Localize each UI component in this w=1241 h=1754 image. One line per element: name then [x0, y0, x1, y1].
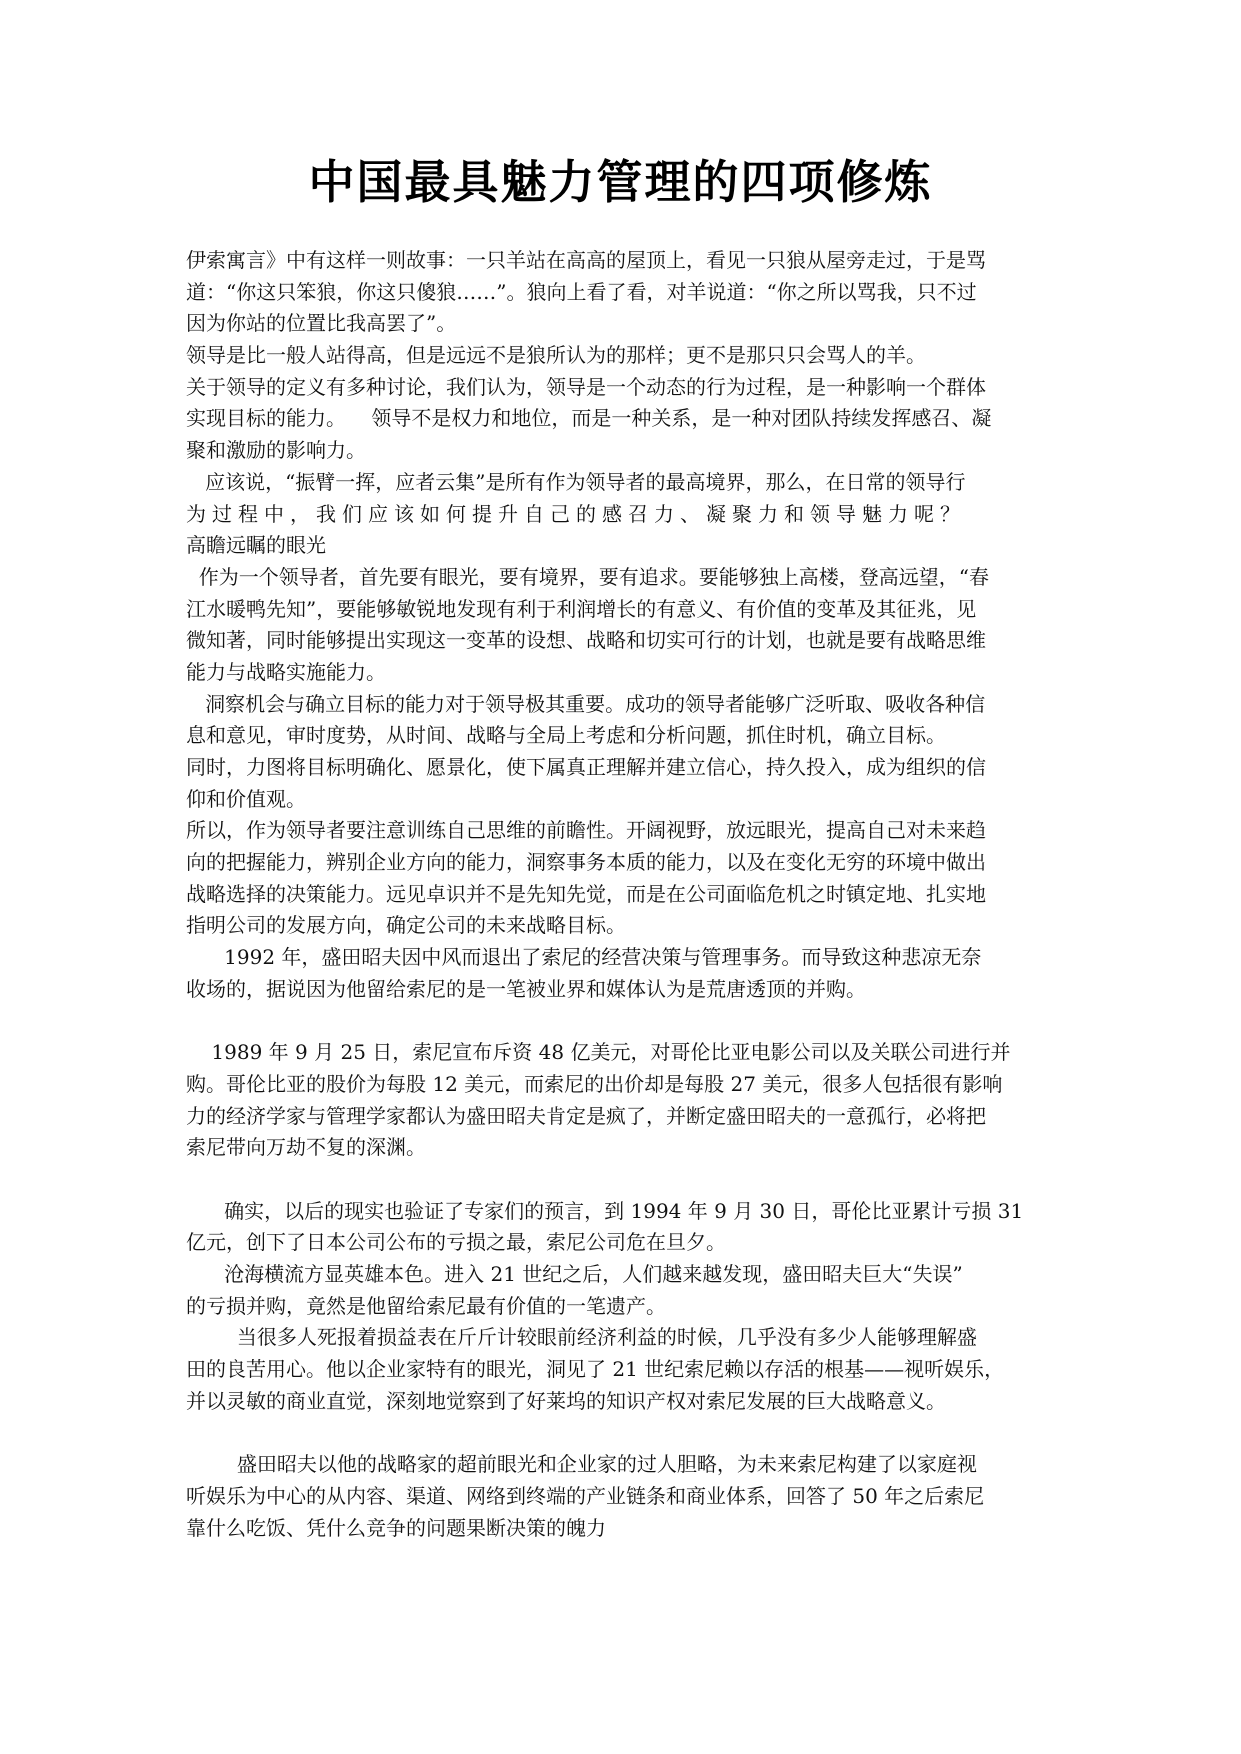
- text-line: 所以，作为领导者要注意训练自己思维的前瞻性。开阔视野，放远眼光，提高自己对未来趋: [186, 818, 986, 843]
- text-line: 因为你站的位置比我高罢了”。: [186, 311, 457, 336]
- section-heading: 高瞻远瞩的眼光: [186, 533, 326, 558]
- text-line: 索尼带向万劫不复的深渊。: [186, 1135, 426, 1160]
- page-title: 中国最具魅力管理的四项修炼: [308, 155, 933, 209]
- paragraph-vision: [186, 562, 1056, 689]
- text-line: 亿元，创下了日本公司公布的亏损之最，索尼公司危在旦夕。: [186, 1230, 726, 1255]
- text-line: 同时，力图将目标明确化、愿景化，使下属真正理解并建立信心，持久投入，成为组织的信: [186, 755, 986, 779]
- text-line: 息和意见，审时度势，从时间、战略与全局上考虑和分析问题，抓住时机，确立目标。: [186, 723, 946, 748]
- text-line: 的亏损并购，竟然是他留给索尼最有价值的一笔遗产。: [186, 1293, 666, 1318]
- section-heading-vision: [186, 530, 1056, 562]
- text-line: 收场的，据说因为他留给索尼的是一笔被业界和媒体认为是荒唐透顶的并购。: [186, 976, 866, 1001]
- text-line: 向的把握能力，辨别企业方向的能力，洞察事务本质的能力，以及在变化无穷的环境中做出: [186, 850, 986, 875]
- paragraph-legacy: [186, 1259, 1056, 1322]
- text-line: 听娱乐为中心的从内容、渠道、网络到终端的产业链条和商业体系，回答了 50 年之后索尼: [186, 1483, 985, 1508]
- blank-line: [186, 1006, 1056, 1038]
- text-line: 仰和价值观。: [186, 786, 306, 811]
- text-line: 道：“你这只笨狼，你这只傻狼……”。狼向上看了看，对羊说道：“你之所以骂我，只不过: [186, 279, 977, 304]
- paragraph-1989-acquisition: [186, 1037, 1056, 1164]
- text-line: 力的经济学家与管理学家都认为盛田昭夫肯定是疯了，并断定盛田昭夫的一意孤行，必将把: [186, 1103, 986, 1128]
- text-line: 沧海横流方显英雄本色。进入 21 世纪之后，人们越来越发现，盛田昭夫巨大“失误”: [186, 1262, 963, 1286]
- text-line: 作为一个领导者，首先要有眼光，要有境界，要有追求。要能够独上高楼，登高远望，“春: [186, 564, 989, 589]
- text-line: 江水暖鸭先知”，要能够敏锐地发现有利于利润增长的有意义、有价值的变革及其征兆，见: [186, 596, 977, 621]
- text-line: 实现目标的能力。 领导不是权力和地位，而是一种关系，是一种对团队持续发挥感召、凝: [186, 406, 992, 431]
- text-line: 为过程中，我们应该如何提升自己的感召力、凝聚力和领导魅力呢？: [186, 501, 966, 526]
- text-line: 并以灵敏的商业直觉，深刻地觉察到了好莱坞的知识产权对索尼发展的巨大战略意义。: [186, 1388, 946, 1413]
- text-line: 洞察机会与确立目标的能力对于领导极其重要。成功的领导者能够广泛听取、吸收各种信: [186, 691, 986, 716]
- paragraph-leadership-height: [186, 340, 1056, 372]
- text-line: 当很多人死报着损益表在斤斤计较眼前经济利益的时候，几乎没有多少人能够理解盛: [186, 1325, 977, 1350]
- text-line: 伊索寓言》中有这样一则故事：一只羊站在高高的屋顶上，看见一只狼从屋旁走过，于是骂: [186, 248, 986, 272]
- text-line: 1992 年，盛田昭夫因中风而退出了索尼的经营决策与管理事务。而导致这种悲凉无奈: [186, 945, 982, 970]
- text-line: 战略选择的决策能力。远见卓识并不是先知先觉，而是在公司面临危机之时镇定地、扎实地: [186, 881, 986, 906]
- paragraph-aesop-fable: [186, 245, 1056, 340]
- text-line: 田的良苦用心。他以企业家特有的眼光，洞见了 21 世纪索尼赖以存活的根基——视听娱乐，: [186, 1357, 1005, 1382]
- text-line: 能力与战略实施能力。: [186, 659, 386, 684]
- article-body: [186, 245, 1056, 1544]
- paragraph-1992: [186, 942, 1056, 1005]
- text-line: 领导是比一般人站得高，但是远远不是狼所认为的那样；更不是那只只会骂人的羊。: [186, 343, 926, 368]
- paragraph-leadership-question: [186, 467, 1056, 530]
- text-line: 购。哥伦比亚的股价为每股 12 美元，而索尼的出价却是每股 27 美元，很多人包括很有影响: [186, 1071, 1003, 1096]
- paragraph-strategy: [186, 1449, 1056, 1544]
- paragraph-losses: [186, 1196, 1056, 1259]
- paragraph-insight: [186, 1322, 1056, 1417]
- text-line: 盛田昭夫以他的战略家的超前眼光和企业家的过人胆略，为未来索尼构建了以家庭视: [186, 1452, 977, 1477]
- text-line: 聚和激励的影响力。: [186, 438, 366, 463]
- text-line: 1989 年 9 月 25 日，索尼宣布斥资 48 亿美元，对哥伦比亚电影公司以及关联公司进行并: [186, 1040, 1011, 1065]
- paragraph-opportunity: [186, 689, 1056, 816]
- blank-line: [186, 1164, 1056, 1196]
- text-line: 微知著，同时能够提出实现这一变革的设想、战略和切实可行的计划，也就是要有战略思维: [186, 628, 986, 653]
- text-line: 指明公司的发展方向，确定公司的未来战略目标。: [186, 913, 626, 938]
- text-line: 确实，以后的现实也验证了专家们的预言，到 1994 年 9 月 30 日，哥伦比亚累计亏损 31: [186, 1198, 1024, 1223]
- text-line: 关于领导的定义有多种讨论，我们认为，领导是一个动态的行为过程，是一种影响一个群体: [186, 374, 986, 399]
- blank-line: [186, 1417, 1056, 1449]
- text-line: 应该说，“振臂一挥，应者云集”是所有作为领导者的最高境界，那么，在日常的领导行: [186, 469, 966, 494]
- paragraph-foresight: [186, 815, 1056, 942]
- text-line: 靠什么吃饭、凭什么竞争的问题果断决策的魄力: [186, 1515, 606, 1540]
- paragraph-leadership-definition: [186, 372, 1056, 467]
